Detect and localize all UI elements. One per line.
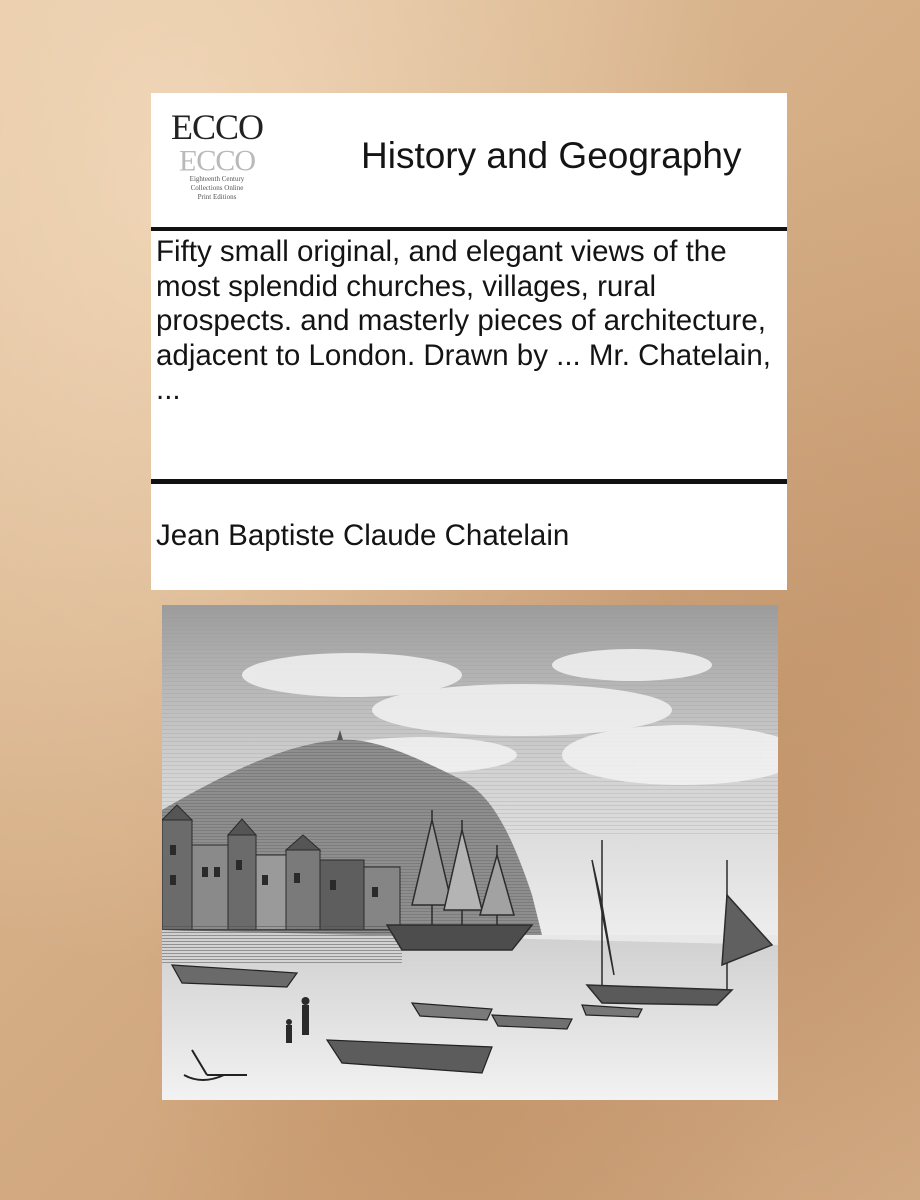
title-panel (151, 93, 787, 590)
top-divider (151, 227, 787, 231)
ecco-logo-reflection: ECCO (178, 144, 255, 177)
ecco-logo-line-3: Print Editions (197, 193, 237, 201)
ecco-logo-mark: ECCO (170, 107, 263, 147)
engraving-crowd (162, 925, 402, 965)
ecco-logo-line-2: Collections Online (190, 184, 244, 192)
book-title: Fifty small original, and elegant views of the most splendid churches, villages, rural prospects. and masterly pieces of architecture, adjacent to London. Drawn by ... Mr. Chatelain, ... (156, 235, 771, 406)
cover-engraving (162, 605, 778, 1100)
series-title: History and Geography (361, 135, 742, 176)
cover-header (151, 93, 787, 227)
ecco-logo (167, 105, 267, 215)
ecco-logo-line-1: Eighteenth Century (189, 175, 245, 183)
bottom-divider (151, 479, 787, 484)
book-author: Jean Baptiste Claude Chatelain (156, 519, 570, 552)
